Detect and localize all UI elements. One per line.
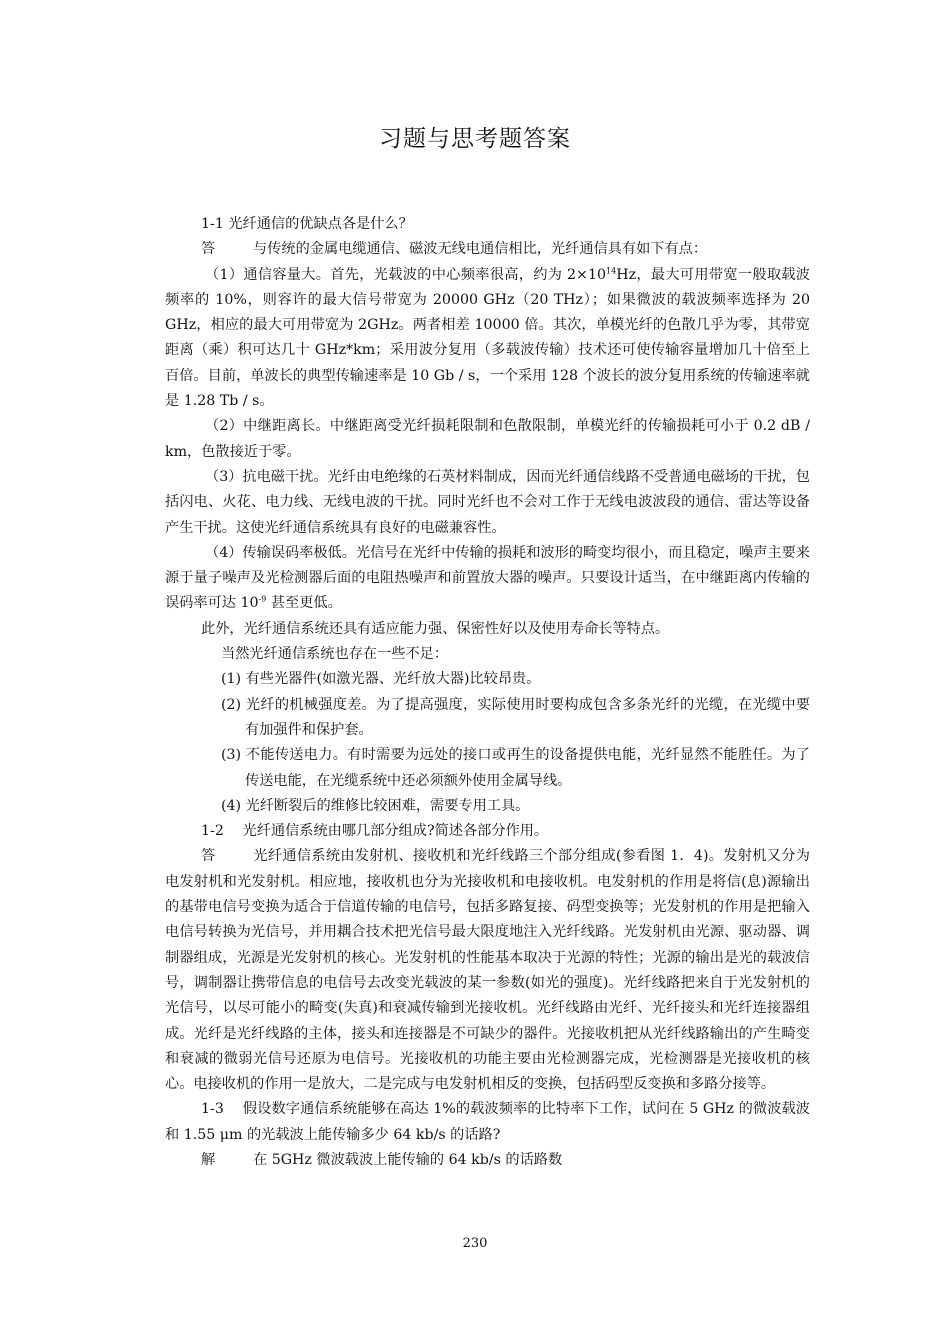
answer-intro-text: 与传统的金属电缆通信、磁波无线电通信相比，光纤通信具有如下有点： bbox=[253, 241, 708, 258]
advantage-1 bbox=[165, 263, 810, 415]
solution-1-3-text: 在 5GHz 微波载波上能传输的 64 kb/s 的话路数 bbox=[253, 1151, 563, 1168]
shortcoming-item: (2) 光纤的机械强度差。为了提高强度，实际使用时要构成包含多条光纤的光缆，在光缆中要有加强件和保护套。 bbox=[221, 696, 810, 738]
advantage-1-text-b: Hz，最大可用带宽一般取载波频率的 10%，则容许的最大信号带宽为 20000 GHz（20 THz）；如果微波的载波频率选择为 20 GHz，相应的最大可用带宽为 2GHz。两者相差 10000 倍。其次，单模光纤的色散几乎为零，其带宽距离（乘）积可达几十 GHz*km；采用波分复用（多载波传输）技术还可使传输容量增加几十倍至上百倍。目前，单波长的典型传输速率是 10 Gb / s，一个采用 128 个波长的波分复用系统的传输速率就是 1.28 Tb / s。 bbox=[165, 266, 810, 410]
shortcoming-item: (1) 有些光器件(如激光器、光纤放大器)比较昂贵。 bbox=[221, 671, 541, 688]
advantage-4 bbox=[165, 541, 810, 617]
answer-1-2-text: 光纤通信系统由发射机、接收机和光纤线路三个部分组成(参看图 1．4)。发射机又分为电发射机和光发射机。相应地，接收机也分为光接收机和电接收机。电发射机的作用是将信(息)源输出的基带电信号变换为适合于信道传输的电信号，包括多路复接、码型变换等；光发射机的作用是把输入电信号转换为光信号，并用耦合技术把光信号最大限度地注入光纤线路。光发射机由光源、驱动器、调制器组成，光源是光发射机的核心。光发射机的性能基本取决于光源的特性；光源的输出是光的载波信号，调制器让携带信息的电信号去改变光载波的某一参数(如光的强度)。光纤线路把来自于光发射机的光信号，以尽可能小的畸变(失真)和衰减传输到光接收机。光纤线路由光纤、光纤接头和光纤连接器组成。光纤是光纤线路的主体，接头和连接器是不可缺少的器件。光接收机把从光纤线路输出的产生畸变和衰减的微弱光信号还原为电信号。光接收机的功能主要由光检测器完成，光检测器是光接收机的核心。电接收机的作用一是放大，二是完成与电发射机相反的变换，包括码型反变换和多路分接等。 bbox=[165, 848, 810, 1093]
document-body bbox=[165, 212, 810, 1173]
answer-label: 答 bbox=[201, 848, 216, 865]
advantage-4-text-a: （4）传输误码率极低。光信号在光纤中传输的损耗和波形的畸变均很小，而且稳定，噪声主要来源于量子噪声及光检测器后面的电阻热噪声和前置放大器的噪声。只要设计适当，在中继距离内传输的误码率可达 10 bbox=[165, 544, 810, 612]
advantage-1-exponent: 14 bbox=[606, 265, 617, 275]
advantage-1-text-a: （1）通信容量大。首先，光载波的中心频率很高，约为 2×10 bbox=[205, 266, 607, 283]
advantage-3: （3）抗电磁干扰。光纤由电绝缘的石英材料制成，因而光纤通信线路不受普通电磁场的干扰，包括闪电、火花、电力线、无线电波的干扰。同时光纤也不会对工作于无线电波波段的通信、雷达等设备产生干扰。这使光纤通信系统具有良好的电磁兼容性。 bbox=[165, 468, 810, 536]
question-1-1: 1-1 光纤通信的优缺点各是什么？ bbox=[201, 216, 413, 232]
shortcomings-intro: 当然光纤通信系统也存在一些不足： bbox=[221, 646, 449, 663]
solution-label: 解 bbox=[201, 1151, 216, 1168]
advantage-4-text-b: 甚至更低。 bbox=[266, 595, 342, 612]
answer-label: 答 bbox=[201, 241, 216, 258]
answer-1-2 bbox=[165, 844, 810, 1097]
advantage-2: （2）中继距离长。中继距离受光纤损耗限制和色散限制，单模光纤的传输损耗可小于 0.2 dB / km，色散接近于零。 bbox=[165, 418, 810, 460]
answer-1-1-intro bbox=[165, 237, 810, 262]
shortcoming-item: (4) 光纤断裂后的维修比较困难，需要专用工具。 bbox=[221, 797, 530, 814]
advantage-4-exponent: -9 bbox=[258, 594, 267, 604]
solution-1-3 bbox=[165, 1148, 810, 1173]
shortcoming-item: (3) 不能传送电力。有时需要为远处的接口或再生的设备提供电能，光纤显然不能胜任。为了传送电能，在光缆系统中还必须额外使用金属导线。 bbox=[221, 747, 810, 789]
page-title: 习题与思考题答案 bbox=[379, 126, 571, 152]
advantage-summary: 此外，光纤通信系统还具有适应能力强、保密性好以及使用寿命长等特点。 bbox=[201, 620, 670, 637]
question-1-2: 1-2 光纤通信系统由哪几部分组成?简述各部分作用。 bbox=[201, 823, 549, 840]
question-1-3: 1-3 假设数字通信系统能够在高达 1%的载波频率的比特率下工作，试问在 5 GHz 的微波载波和 1.55 μm 的光载波上能传输多少 64 kb/s 的话路? bbox=[165, 1101, 810, 1143]
page-number: 230 bbox=[462, 1236, 488, 1251]
